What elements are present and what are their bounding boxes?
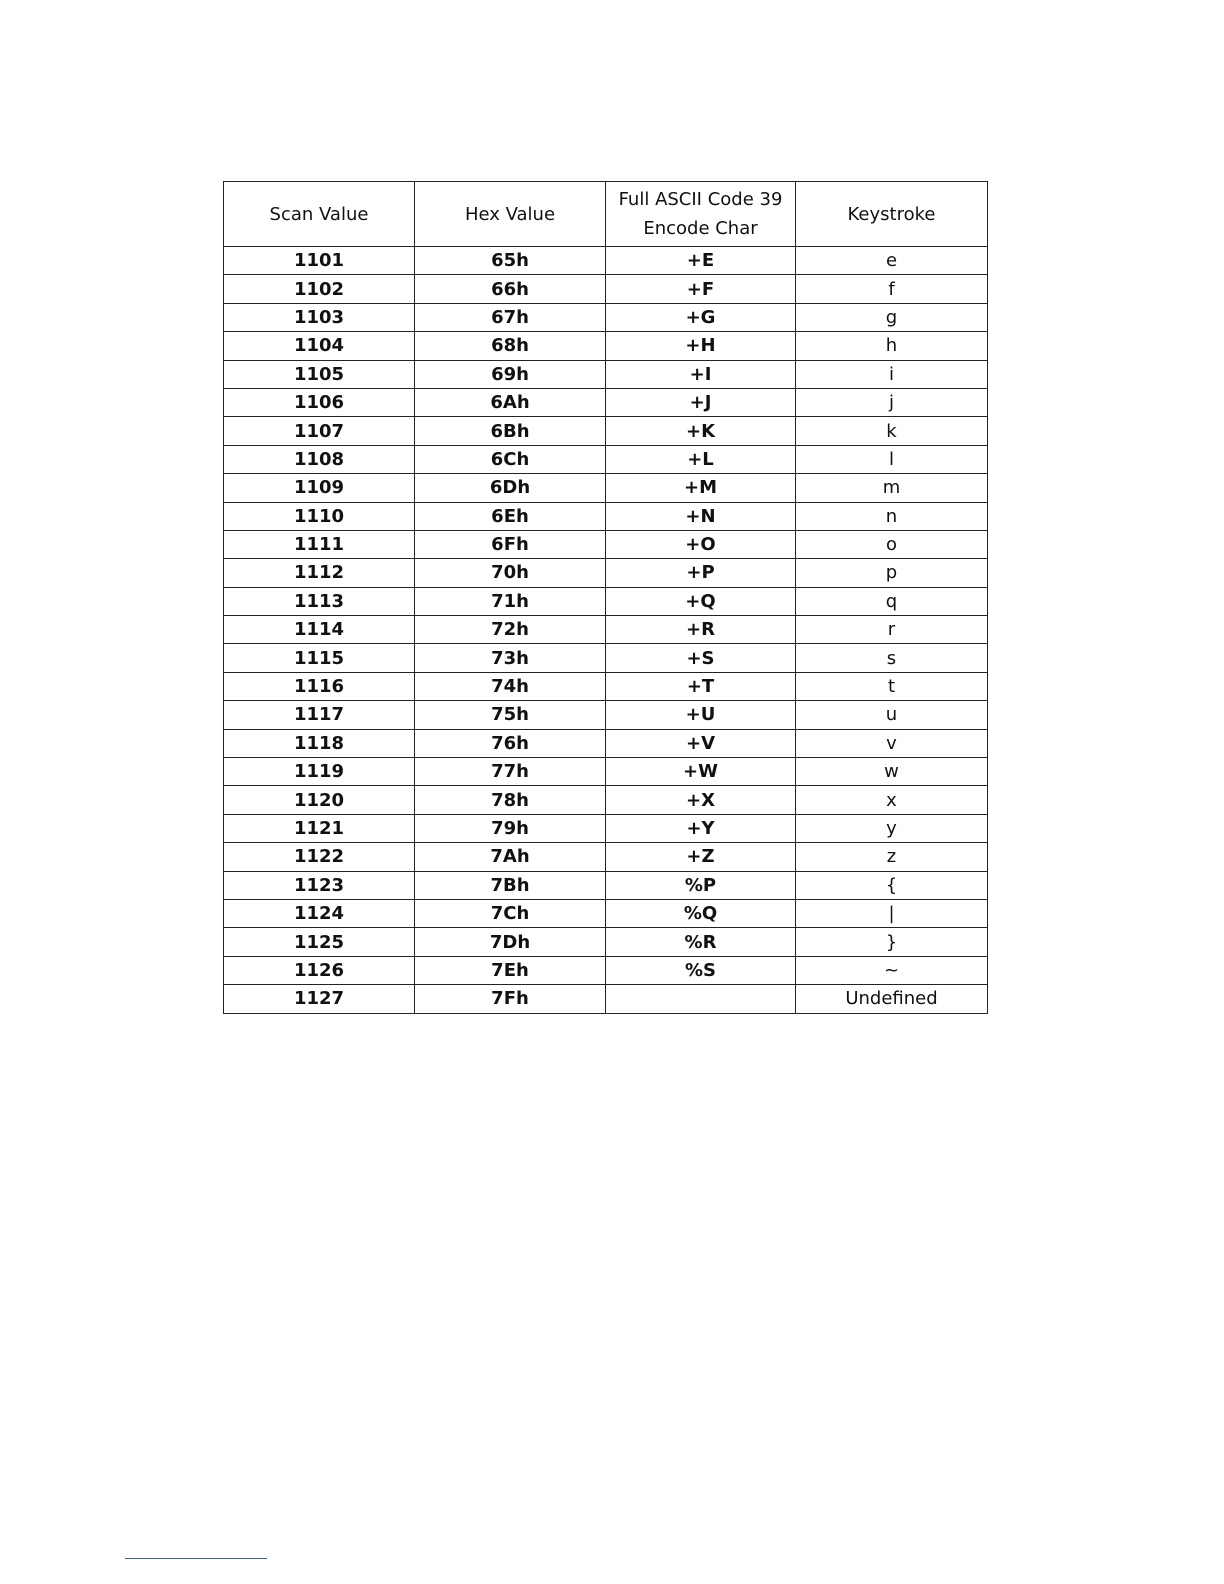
keystroke-cell: t (796, 672, 988, 700)
scan-value-cell: 1107 (224, 417, 415, 445)
hex-value-cell: 65h (415, 247, 606, 275)
scan-value-cell: 1122 (224, 843, 415, 871)
table-row (224, 502, 988, 530)
table-row (224, 786, 988, 814)
hex-value-cell: 75h (415, 701, 606, 729)
header-scan-value: Scan Value (224, 182, 415, 247)
encode-char-cell: +N (606, 502, 796, 530)
hex-value-cell: 67h (415, 303, 606, 331)
keystroke-cell: p (796, 559, 988, 587)
hex-value-cell: 77h (415, 758, 606, 786)
scan-value-cell: 1126 (224, 956, 415, 984)
encode-char-cell: +Z (606, 843, 796, 871)
keystroke-cell: e (796, 247, 988, 275)
hex-value-cell: 7Dh (415, 928, 606, 956)
scan-value-cell: 1108 (224, 445, 415, 473)
scan-value-table-container (223, 181, 987, 1014)
header-keystroke: Keystroke (796, 182, 988, 247)
table-row (224, 928, 988, 956)
encode-char-cell: +R (606, 616, 796, 644)
encode-char-cell: +S (606, 644, 796, 672)
table-row (224, 247, 988, 275)
encode-char-cell: +M (606, 474, 796, 502)
keystroke-cell: u (796, 701, 988, 729)
encode-char-cell: %P (606, 871, 796, 899)
table-row (224, 814, 988, 842)
hex-value-cell: 7Ah (415, 843, 606, 871)
encode-char-cell: +X (606, 786, 796, 814)
scan-value-cell: 1104 (224, 332, 415, 360)
hex-value-cell: 6Ch (415, 445, 606, 473)
scan-value-cell: 1125 (224, 928, 415, 956)
scan-value-cell: 1105 (224, 360, 415, 388)
table-row (224, 417, 988, 445)
keystroke-cell: v (796, 729, 988, 757)
hex-value-cell: 7Ch (415, 899, 606, 927)
header-hex-value: Hex Value (415, 182, 606, 247)
encode-char-cell: +G (606, 303, 796, 331)
header-encode-char-line2: Encode Char (643, 218, 758, 239)
keystroke-cell: Undefined (796, 985, 988, 1013)
table-row (224, 644, 988, 672)
keystroke-cell: s (796, 644, 988, 672)
scan-value-cell: 1106 (224, 388, 415, 416)
table-row (224, 843, 988, 871)
header-encode-char (606, 182, 796, 247)
table-row (224, 616, 988, 644)
keystroke-cell: } (796, 928, 988, 956)
table-row (224, 445, 988, 473)
keystroke-cell: r (796, 616, 988, 644)
hex-value-cell: 6Ah (415, 388, 606, 416)
hex-value-cell: 74h (415, 672, 606, 700)
keystroke-cell: x (796, 786, 988, 814)
hex-value-cell: 6Fh (415, 530, 606, 558)
table-row (224, 871, 988, 899)
keystroke-cell: i (796, 360, 988, 388)
hex-value-cell: 66h (415, 275, 606, 303)
hex-value-cell: 76h (415, 729, 606, 757)
scan-value-cell: 1115 (224, 644, 415, 672)
hex-value-cell: 72h (415, 616, 606, 644)
scan-value-cell: 1118 (224, 729, 415, 757)
table-row (224, 559, 988, 587)
table-row (224, 956, 988, 984)
scan-value-cell: 1103 (224, 303, 415, 331)
scan-value-cell: 1120 (224, 786, 415, 814)
encode-char-cell: +O (606, 530, 796, 558)
table-body (224, 247, 988, 1014)
keystroke-cell: m (796, 474, 988, 502)
hex-value-cell: 68h (415, 332, 606, 360)
keystroke-cell: k (796, 417, 988, 445)
keystroke-cell: l (796, 445, 988, 473)
hex-value-cell: 6Dh (415, 474, 606, 502)
scan-value-cell: 1112 (224, 559, 415, 587)
keystroke-cell: ~ (796, 956, 988, 984)
table-row (224, 587, 988, 615)
table-row (224, 360, 988, 388)
table-row (224, 530, 988, 558)
encode-char-cell: +E (606, 247, 796, 275)
table-row (224, 985, 988, 1013)
encode-char-cell: +H (606, 332, 796, 360)
scan-value-cell: 1121 (224, 814, 415, 842)
encode-char-cell: +P (606, 559, 796, 587)
table-row (224, 275, 988, 303)
table-row (224, 303, 988, 331)
table-row (224, 729, 988, 757)
keystroke-cell: | (796, 899, 988, 927)
scan-value-cell: 1116 (224, 672, 415, 700)
scan-value-cell: 1127 (224, 985, 415, 1013)
encode-char-cell: %Q (606, 899, 796, 927)
keystroke-cell: f (796, 275, 988, 303)
hex-value-cell: 71h (415, 587, 606, 615)
hex-value-cell: 70h (415, 559, 606, 587)
encode-char-cell: %R (606, 928, 796, 956)
footnote-separator-line (125, 1558, 267, 1559)
keystroke-cell: n (796, 502, 988, 530)
table-row (224, 758, 988, 786)
hex-value-cell: 6Eh (415, 502, 606, 530)
hex-value-cell: 78h (415, 786, 606, 814)
scan-value-cell: 1110 (224, 502, 415, 530)
encode-char-cell: +Q (606, 587, 796, 615)
scan-value-cell: 1113 (224, 587, 415, 615)
scan-value-cell: 1114 (224, 616, 415, 644)
keystroke-cell: y (796, 814, 988, 842)
scan-value-cell: 1124 (224, 899, 415, 927)
encode-char-cell: %S (606, 956, 796, 984)
scan-value-cell: 1101 (224, 247, 415, 275)
table-row (224, 701, 988, 729)
encode-char-cell: +Y (606, 814, 796, 842)
keystroke-cell: z (796, 843, 988, 871)
keystroke-cell: { (796, 871, 988, 899)
header-encode-char-line1: Full ASCII Code 39 (618, 189, 783, 210)
scan-value-cell: 1102 (224, 275, 415, 303)
encode-char-cell: +K (606, 417, 796, 445)
keystroke-cell: g (796, 303, 988, 331)
scan-value-cell: 1111 (224, 530, 415, 558)
encode-char-cell: +V (606, 729, 796, 757)
ascii-keystroke-table (223, 181, 988, 1014)
encode-char-cell: +I (606, 360, 796, 388)
hex-value-cell: 73h (415, 644, 606, 672)
scan-value-cell: 1123 (224, 871, 415, 899)
keystroke-cell: w (796, 758, 988, 786)
encode-char-cell: +F (606, 275, 796, 303)
hex-value-cell: 7Eh (415, 956, 606, 984)
encode-char-cell: +L (606, 445, 796, 473)
table-row (224, 899, 988, 927)
encode-char-cell: +W (606, 758, 796, 786)
keystroke-cell: q (796, 587, 988, 615)
encode-char-cell: +U (606, 701, 796, 729)
encode-char-cell: +J (606, 388, 796, 416)
keystroke-cell: j (796, 388, 988, 416)
keystroke-cell: h (796, 332, 988, 360)
scan-value-cell: 1109 (224, 474, 415, 502)
hex-value-cell: 6Bh (415, 417, 606, 445)
header-row (224, 182, 988, 247)
keystroke-cell: o (796, 530, 988, 558)
hex-value-cell: 7Fh (415, 985, 606, 1013)
hex-value-cell: 69h (415, 360, 606, 388)
encode-char-cell (606, 985, 796, 1013)
table-row (224, 474, 988, 502)
table-row (224, 672, 988, 700)
hex-value-cell: 7Bh (415, 871, 606, 899)
table-header (224, 182, 988, 247)
hex-value-cell: 79h (415, 814, 606, 842)
table-row (224, 388, 988, 416)
encode-char-cell: +T (606, 672, 796, 700)
scan-value-cell: 1117 (224, 701, 415, 729)
scan-value-cell: 1119 (224, 758, 415, 786)
table-row (224, 332, 988, 360)
